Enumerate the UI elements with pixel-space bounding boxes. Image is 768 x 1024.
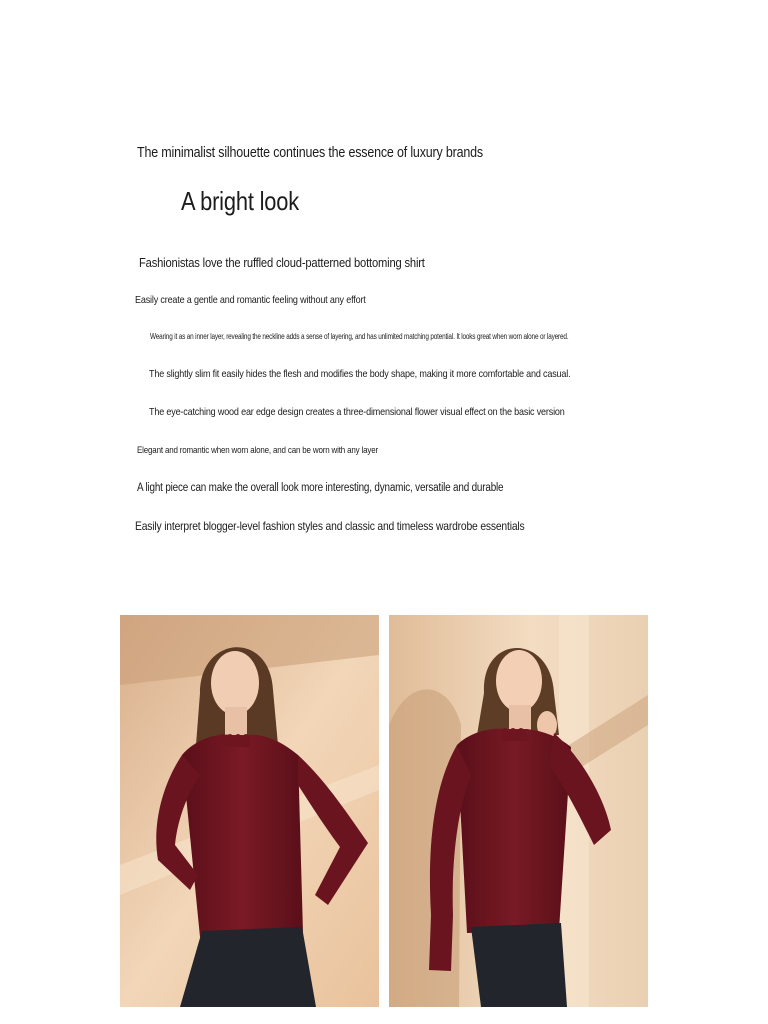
feature-line: The eye-catching wood ear edge design creates a three-dimensional flower visual effect on the basic version	[149, 406, 565, 418]
page-title: A bright look	[181, 186, 300, 216]
feature-line: Elegant and romantic when worn alone, and can be worn with any layer	[137, 445, 378, 456]
headline: The minimalist silhouette continues the essence of luxury brands	[137, 145, 483, 161]
model-front-illustration	[120, 615, 379, 1007]
model-leaning-illustration	[389, 615, 648, 1007]
subtitle: Fashionistas love the ruffled cloud-patterned bottoming shirt	[139, 255, 425, 270]
feature-line: Easily interpret blogger-level fashion styles and classic and timeless wardrobe essentials	[135, 519, 525, 533]
model-leaning-photo	[389, 615, 648, 1007]
feature-line: Easily create a gentle and romantic feeling without any effort	[135, 294, 366, 306]
feature-line: The slightly slim fit easily hides the flesh and modifies the body shape, making it more comfortable and casual.	[149, 368, 571, 380]
model-front-photo	[120, 615, 379, 1007]
feature-line: A light piece can make the overall look more interesting, dynamic, versatile and durable	[137, 482, 504, 494]
feature-line: Wearing it as an inner layer, revealing the neckline adds a sense of layering, and has unlimited matching potential. It looks great when worn alone or layered.	[150, 332, 569, 341]
